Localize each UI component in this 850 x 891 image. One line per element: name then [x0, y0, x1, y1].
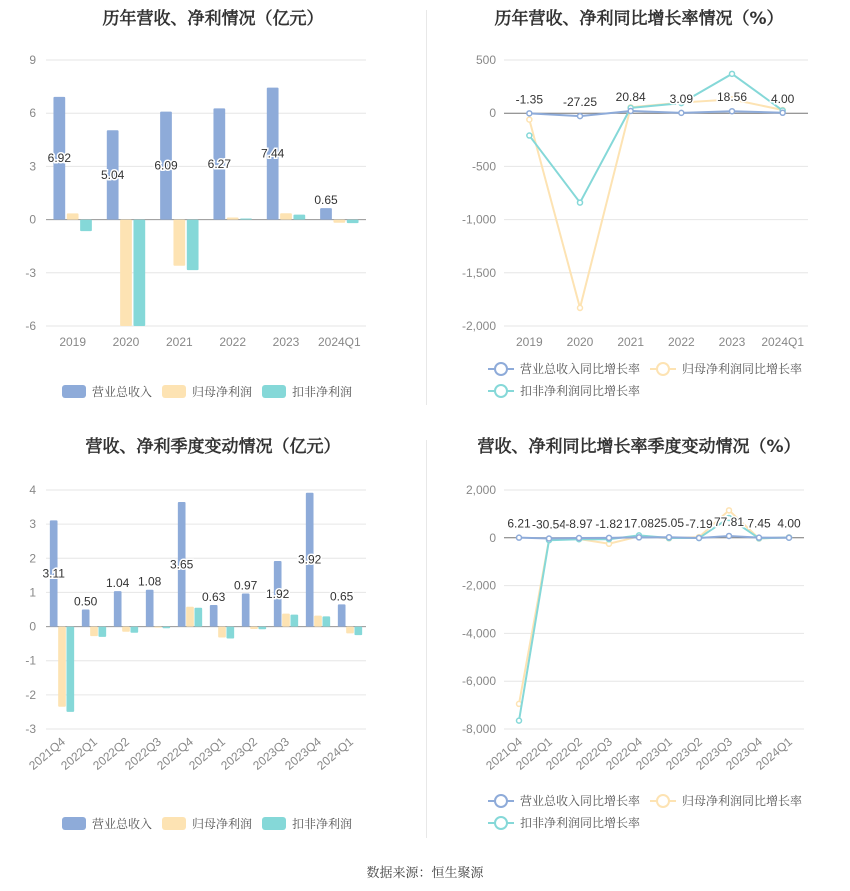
- bar-deducted-profit: [258, 627, 266, 630]
- legend-swatch-revenue-growth: [488, 362, 514, 376]
- point-revenue-growth: [527, 111, 532, 116]
- data-label: 7.45: [747, 516, 771, 531]
- x-tick-label: 2023Q3: [250, 734, 292, 773]
- bar-revenue: [320, 208, 332, 220]
- bar-deducted-profit: [133, 220, 145, 326]
- data-label: 4.00: [770, 91, 795, 106]
- legend-label-deducted-growth: 扣非净利润同比增长率: [520, 384, 641, 398]
- data-label: 0.65: [330, 589, 354, 604]
- x-tick-label: 2023: [718, 335, 746, 349]
- data-label: 18.56: [716, 90, 748, 105]
- y-tick-label: -1,500: [461, 265, 496, 280]
- data-label: -8.97: [565, 517, 593, 532]
- y-tick-label: 0: [29, 212, 36, 227]
- x-tick-label: 2023Q2: [218, 734, 260, 773]
- x-tick-label: 2023Q1: [186, 734, 228, 773]
- data-source-note: 数据来源：恒生聚源: [366, 866, 484, 881]
- bar-deducted-profit: [290, 615, 298, 627]
- data-label: 1.04: [106, 576, 130, 591]
- y-tick-label: 2: [29, 551, 36, 566]
- point-revenue-growth: [547, 536, 552, 541]
- x-tick-label: 2022Q4: [154, 734, 196, 773]
- legend-label-revenue-growth: 营业总收入同比增长率: [520, 362, 641, 376]
- data-label: 7.44: [260, 146, 285, 161]
- chart-title-quarterly-values: 营收、净利季度变动情况（亿元）: [85, 437, 341, 457]
- y-tick-label: -1,000: [461, 212, 496, 227]
- data-label: 20.84: [615, 89, 646, 104]
- point-revenue-growth: [727, 533, 732, 538]
- legend-label-deducted-growth-q: 扣非净利润同比增长率: [520, 816, 641, 830]
- data-label: -1.35: [515, 92, 544, 107]
- chart-title-quarterly-growth: 营收、净利同比增长率季度变动情况（%）: [477, 437, 801, 457]
- series-line-deducted-growth: [519, 518, 789, 721]
- y-tick-label: -6: [25, 319, 36, 333]
- bar-revenue: [210, 605, 218, 627]
- legend-swatch-net-growth: [650, 362, 676, 376]
- point-revenue-growth: [780, 110, 785, 115]
- y-tick-label: 3: [29, 517, 36, 532]
- bar-deducted-profit: [162, 627, 170, 629]
- legend-label-deducted-profit-q: 扣非净利润: [292, 817, 353, 831]
- data-label: 1.08: [138, 574, 162, 589]
- data-label: 3.92: [298, 552, 322, 567]
- y-tick-label: 0: [29, 619, 36, 634]
- data-label: 0.65: [314, 193, 338, 208]
- data-label: 1.92: [266, 586, 290, 601]
- data-label: -30.54: [531, 517, 567, 532]
- data-label: 3.11: [42, 566, 65, 581]
- y-tick-label: -500: [471, 159, 496, 174]
- point-net-growth: [727, 508, 732, 513]
- bar-net-profit: [280, 213, 292, 219]
- x-tick-label: 2020: [112, 335, 140, 349]
- legend-label-revenue-growth-q: 营业总收入同比增长率: [520, 794, 641, 808]
- legend-swatch-deducted-profit-q: [262, 817, 286, 830]
- legend-swatch-revenue-q: [62, 817, 86, 830]
- legend-item-revenue-q[interactable]: [62, 815, 152, 832]
- point-revenue-growth: [577, 536, 582, 541]
- y-tick-label: -2,000: [461, 319, 496, 333]
- data-label: 25.05: [653, 516, 685, 531]
- bar-net-profit: [218, 627, 226, 638]
- panel-divider-top: [426, 10, 427, 405]
- y-tick-label: -6,000: [461, 674, 496, 689]
- x-tick-label: 2022: [667, 335, 695, 349]
- bar-revenue: [114, 591, 122, 627]
- x-tick-label: 2019: [59, 335, 87, 349]
- point-net-growth: [578, 305, 583, 310]
- data-label: 6.92: [47, 151, 72, 166]
- data-label: 0.63: [202, 590, 226, 605]
- data-label: 6.09: [154, 158, 178, 173]
- x-tick-label: 2024Q1: [317, 335, 361, 349]
- legend-swatch-net-profit-q: [162, 817, 186, 830]
- legend-item-deducted-profit-q[interactable]: [262, 815, 352, 832]
- point-deducted-growth: [517, 718, 522, 723]
- bar-net-profit: [282, 614, 290, 627]
- bar-net-profit: [186, 607, 194, 627]
- legend-item-net-growth-q[interactable]: [650, 792, 802, 809]
- bar-net-profit: [346, 627, 354, 634]
- y-tick-label: 0: [489, 530, 496, 545]
- bar-revenue: [242, 593, 250, 626]
- legend-swatch-deducted-growth-q: [488, 816, 514, 830]
- data-label: -1.82: [595, 516, 623, 531]
- legend-label-net-profit-q: 归母净利润: [192, 817, 253, 831]
- legend-label-net-profit: 归母净利润: [192, 385, 253, 399]
- data-label: 3.09: [669, 91, 694, 106]
- legend-label-revenue-q: 营业总收入: [92, 817, 153, 831]
- point-revenue-growth: [578, 114, 583, 119]
- x-tick-label: 2023Q4: [282, 734, 324, 773]
- legend-item-revenue-growth-q[interactable]: [488, 792, 640, 809]
- legend-item-deducted-growth-q[interactable]: [488, 814, 640, 831]
- bar-net-profit: [314, 616, 322, 627]
- bar-deducted-profit: [347, 220, 359, 224]
- bar-deducted-profit: [98, 627, 106, 637]
- data-label: 0.50: [74, 594, 98, 609]
- x-tick-label: 2024Q1: [753, 734, 795, 773]
- y-tick-label: 4: [29, 483, 36, 497]
- legend-item-net-profit[interactable]: [162, 383, 252, 400]
- y-tick-label: 500: [475, 53, 496, 67]
- bar-net-profit: [227, 217, 239, 219]
- y-tick-label: -2,000: [461, 578, 496, 593]
- series-line-net-growth: [529, 99, 782, 308]
- x-tick-label: 2022Q3: [122, 734, 164, 773]
- legend-swatch-deducted-profit: [262, 385, 286, 398]
- bar-net-profit: [120, 220, 132, 326]
- data-label: 77.81: [713, 514, 745, 529]
- legend-annual-values: [0, 383, 426, 401]
- legend-item-deducted-profit[interactable]: [262, 383, 352, 400]
- chart-title-annual-values: 历年营收、净利情况（亿元）: [102, 9, 324, 29]
- point-revenue-growth: [679, 110, 684, 115]
- x-tick-label: 2021: [617, 335, 645, 349]
- bar-deducted-profit: [226, 627, 234, 639]
- x-tick-label: 2022: [219, 335, 247, 349]
- bar-net-profit: [154, 627, 162, 628]
- bar-net-profit: [173, 220, 185, 266]
- bar-deducted-profit: [66, 627, 74, 712]
- bar-net-profit: [122, 627, 130, 632]
- x-tick-label: 2023Q3: [693, 734, 735, 773]
- legend-label-deducted-profit: 扣非净利润: [292, 385, 353, 399]
- bar-net-profit: [333, 220, 345, 223]
- point-revenue-growth: [730, 109, 735, 114]
- y-tick-label: 3: [29, 159, 36, 174]
- data-label: 17.08: [623, 516, 655, 531]
- y-tick-label: -3: [25, 265, 36, 280]
- x-tick-label: 2021: [165, 335, 193, 349]
- y-tick-label: 6: [29, 106, 36, 121]
- legend-swatch-revenue-growth-q: [488, 794, 514, 808]
- chart-annual-values: [0, 28, 426, 388]
- bar-net-profit: [90, 627, 98, 637]
- bar-net-profit: [250, 627, 258, 629]
- point-revenue-growth: [517, 535, 522, 540]
- data-label: -7.19: [685, 516, 713, 531]
- x-tick-label: 2024Q1: [314, 734, 356, 773]
- bar-deducted-profit: [322, 616, 330, 626]
- x-tick-label: 2021Q4: [483, 734, 525, 773]
- bar-deducted-profit: [130, 627, 138, 633]
- y-tick-label: -3: [25, 722, 36, 736]
- y-tick-label: 1: [29, 585, 36, 600]
- y-tick-label: 2,000: [465, 483, 496, 497]
- point-net-growth: [527, 117, 532, 122]
- legend-label-revenue: 营业总收入: [92, 385, 153, 399]
- data-label: 0.97: [234, 578, 258, 593]
- x-tick-label: 2023: [272, 335, 300, 349]
- point-revenue-growth: [787, 535, 792, 540]
- bar-deducted-profit: [293, 215, 305, 220]
- bar-revenue: [82, 610, 90, 627]
- chart-title-annual-growth: 历年营收、净利同比增长率情况（%）: [494, 9, 784, 29]
- panel-annual-values: [0, 0, 426, 410]
- x-tick-label: 2023Q2: [663, 734, 705, 773]
- bar-net-profit: [67, 213, 79, 219]
- point-deducted-growth: [730, 71, 735, 76]
- x-tick-label: 2023Q1: [633, 734, 675, 773]
- legend-item-revenue[interactable]: [62, 383, 152, 400]
- data-label: 5.04: [100, 167, 125, 182]
- x-tick-label: 2022Q1: [513, 734, 555, 773]
- bar-deducted-profit: [240, 219, 252, 220]
- legend-item-net-profit-q[interactable]: [162, 815, 252, 832]
- y-tick-label: -8,000: [461, 722, 496, 736]
- bar-deducted-profit: [80, 220, 92, 232]
- legend-item-revenue-growth[interactable]: [488, 360, 640, 377]
- y-tick-label: 0: [489, 106, 496, 121]
- data-label: 4.00: [777, 516, 801, 531]
- x-tick-label: 2022Q4: [603, 734, 645, 773]
- legend-swatch-net-growth-q: [650, 794, 676, 808]
- data-label: -27.25: [562, 95, 598, 110]
- legend-annual-growth: [428, 360, 850, 400]
- bar-revenue: [338, 604, 346, 626]
- x-tick-label: 2020: [566, 335, 594, 349]
- point-revenue-growth: [628, 108, 633, 113]
- legend-item-net-growth[interactable]: [650, 360, 802, 377]
- legend-swatch-deducted-growth: [488, 384, 514, 398]
- bar-deducted-profit: [194, 608, 202, 627]
- panel-annual-growth: [428, 0, 850, 410]
- point-revenue-growth: [667, 535, 672, 540]
- legend-label-net-growth-q: 归母净利润同比增长率: [682, 794, 803, 808]
- point-revenue-growth: [757, 535, 762, 540]
- panel-quarterly-growth: [428, 428, 850, 848]
- x-tick-label: 2022Q2: [90, 734, 132, 773]
- y-tick-label: -2: [25, 687, 36, 702]
- x-tick-label: 2022Q1: [58, 734, 100, 773]
- point-deducted-growth: [527, 133, 532, 138]
- point-deducted-growth: [578, 200, 583, 205]
- legend-quarterly-growth: [428, 792, 850, 832]
- y-tick-label: 9: [29, 53, 36, 67]
- x-tick-label: 2023Q4: [723, 734, 765, 773]
- chart-quarterly-values: [0, 456, 426, 821]
- bar-deducted-profit: [187, 220, 199, 271]
- point-revenue-growth: [697, 535, 702, 540]
- chart-quarterly-growth: [428, 456, 850, 816]
- legend-swatch-revenue: [62, 385, 86, 398]
- bar-deducted-profit: [354, 627, 362, 636]
- data-label: 6.21: [507, 516, 531, 531]
- chart-annual-growth: [428, 28, 850, 358]
- legend-item-deducted-growth[interactable]: [488, 382, 640, 399]
- bar-net-profit: [58, 627, 66, 707]
- x-tick-label: 2021Q4: [26, 734, 68, 773]
- legend-swatch-net-profit: [162, 385, 186, 398]
- point-revenue-growth: [607, 535, 612, 540]
- panel-divider-bottom: [426, 440, 427, 838]
- x-tick-label: 2019: [515, 335, 543, 349]
- legend-quarterly-values: [0, 815, 426, 833]
- bar-revenue: [146, 590, 154, 627]
- x-tick-label: 2022Q3: [573, 734, 615, 773]
- legend-label-net-growth: 归母净利润同比增长率: [682, 362, 803, 376]
- x-tick-label: 2024Q1: [761, 335, 805, 349]
- y-tick-label: -4,000: [461, 626, 496, 641]
- data-label: 3.65: [170, 557, 194, 572]
- point-revenue-growth: [637, 535, 642, 540]
- panel-quarterly-values: [0, 428, 426, 848]
- x-tick-label: 2022Q2: [543, 734, 585, 773]
- y-tick-label: -1: [25, 653, 36, 668]
- data-label: 6.27: [207, 157, 232, 172]
